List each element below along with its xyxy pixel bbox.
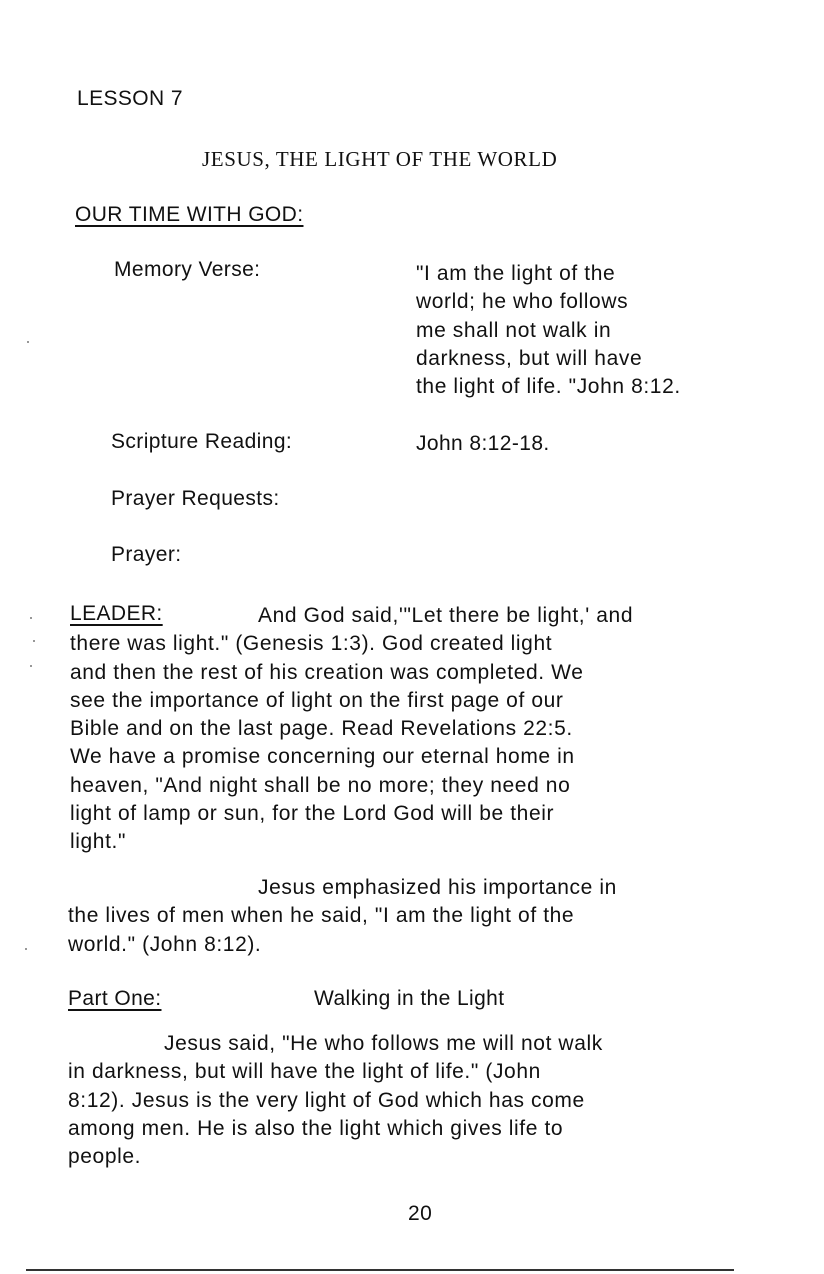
margin-speck: [33, 640, 35, 642]
leader-line: and then the rest of his creation was completed. We: [70, 660, 584, 684]
memory-verse-line: "I am the light of the: [416, 262, 616, 285]
leader-line: heaven, "And night shall be no more; they need no: [70, 773, 571, 797]
part-one-title: Walking in the Light: [314, 987, 505, 1010]
leader-line: light of lamp or sun, for the Lord God will be their: [70, 802, 555, 826]
leader-line: Bible and on the last page. Read Revelations 22:5.: [70, 717, 573, 741]
margin-speck: [30, 665, 32, 667]
memory-verse-line: darkness, but will have: [416, 346, 643, 370]
leader2-line: Jesus emphasized his importance in: [258, 876, 617, 899]
leader-paragraph: [68, 602, 758, 857]
leader2-line: the lives of men when he said, "I am the light of the: [68, 904, 575, 928]
part-one-line: Jesus said, "He who follows me will not walk: [164, 1032, 603, 1055]
part-one-line: 8:12). Jesus is the very light of God which has come: [68, 1088, 585, 1112]
leader2-line: world." (John 8:12).: [68, 932, 262, 956]
leader-line: And God said,'"Let there be light,' and: [258, 604, 634, 627]
leader-line: see the importance of light on the first page of our: [70, 688, 564, 712]
section-heading: OUR TIME WITH GOD:: [75, 203, 304, 226]
leader-paragraph-2: [68, 874, 758, 959]
memory-verse-line: me shall not walk in: [416, 318, 612, 342]
memory-verse-text: [416, 260, 756, 401]
part-one-line: people.: [68, 1145, 142, 1169]
part-one-line: among men. He is also the light which gives life to: [68, 1116, 564, 1140]
memory-verse-line: the light of life. "John 8:12.: [416, 375, 681, 399]
memory-verse-line: world; he who follows: [416, 290, 629, 314]
leader-line: light.": [70, 830, 127, 854]
page-title: JESUS, THE LIGHT OF THE WORLD: [202, 147, 558, 171]
page-bottom-rule: [26, 1269, 734, 1271]
prayer-requests-label: Prayer Requests:: [111, 487, 280, 510]
page-number: 20: [408, 1202, 433, 1225]
scripture-reading-label: Scripture Reading:: [111, 430, 293, 453]
scripture-reading-value: John 8:12-18.: [416, 432, 550, 455]
margin-speck: [27, 341, 29, 343]
leader-label: LEADER:: [70, 602, 163, 625]
margin-speck: [25, 948, 27, 950]
part-one-paragraph: [68, 1030, 758, 1171]
lesson-number: LESSON 7: [77, 87, 183, 110]
leader-line: We have a promise concerning our eternal home in: [70, 745, 575, 769]
margin-speck: [30, 617, 32, 619]
part-one-line: in darkness, but will have the light of life." (John: [68, 1060, 541, 1084]
leader-line: there was light." (Genesis 1:3). God created light: [70, 632, 553, 656]
part-one-label: Part One:: [68, 987, 162, 1010]
prayer-label: Prayer:: [111, 543, 182, 566]
memory-verse-label: Memory Verse:: [114, 258, 261, 281]
